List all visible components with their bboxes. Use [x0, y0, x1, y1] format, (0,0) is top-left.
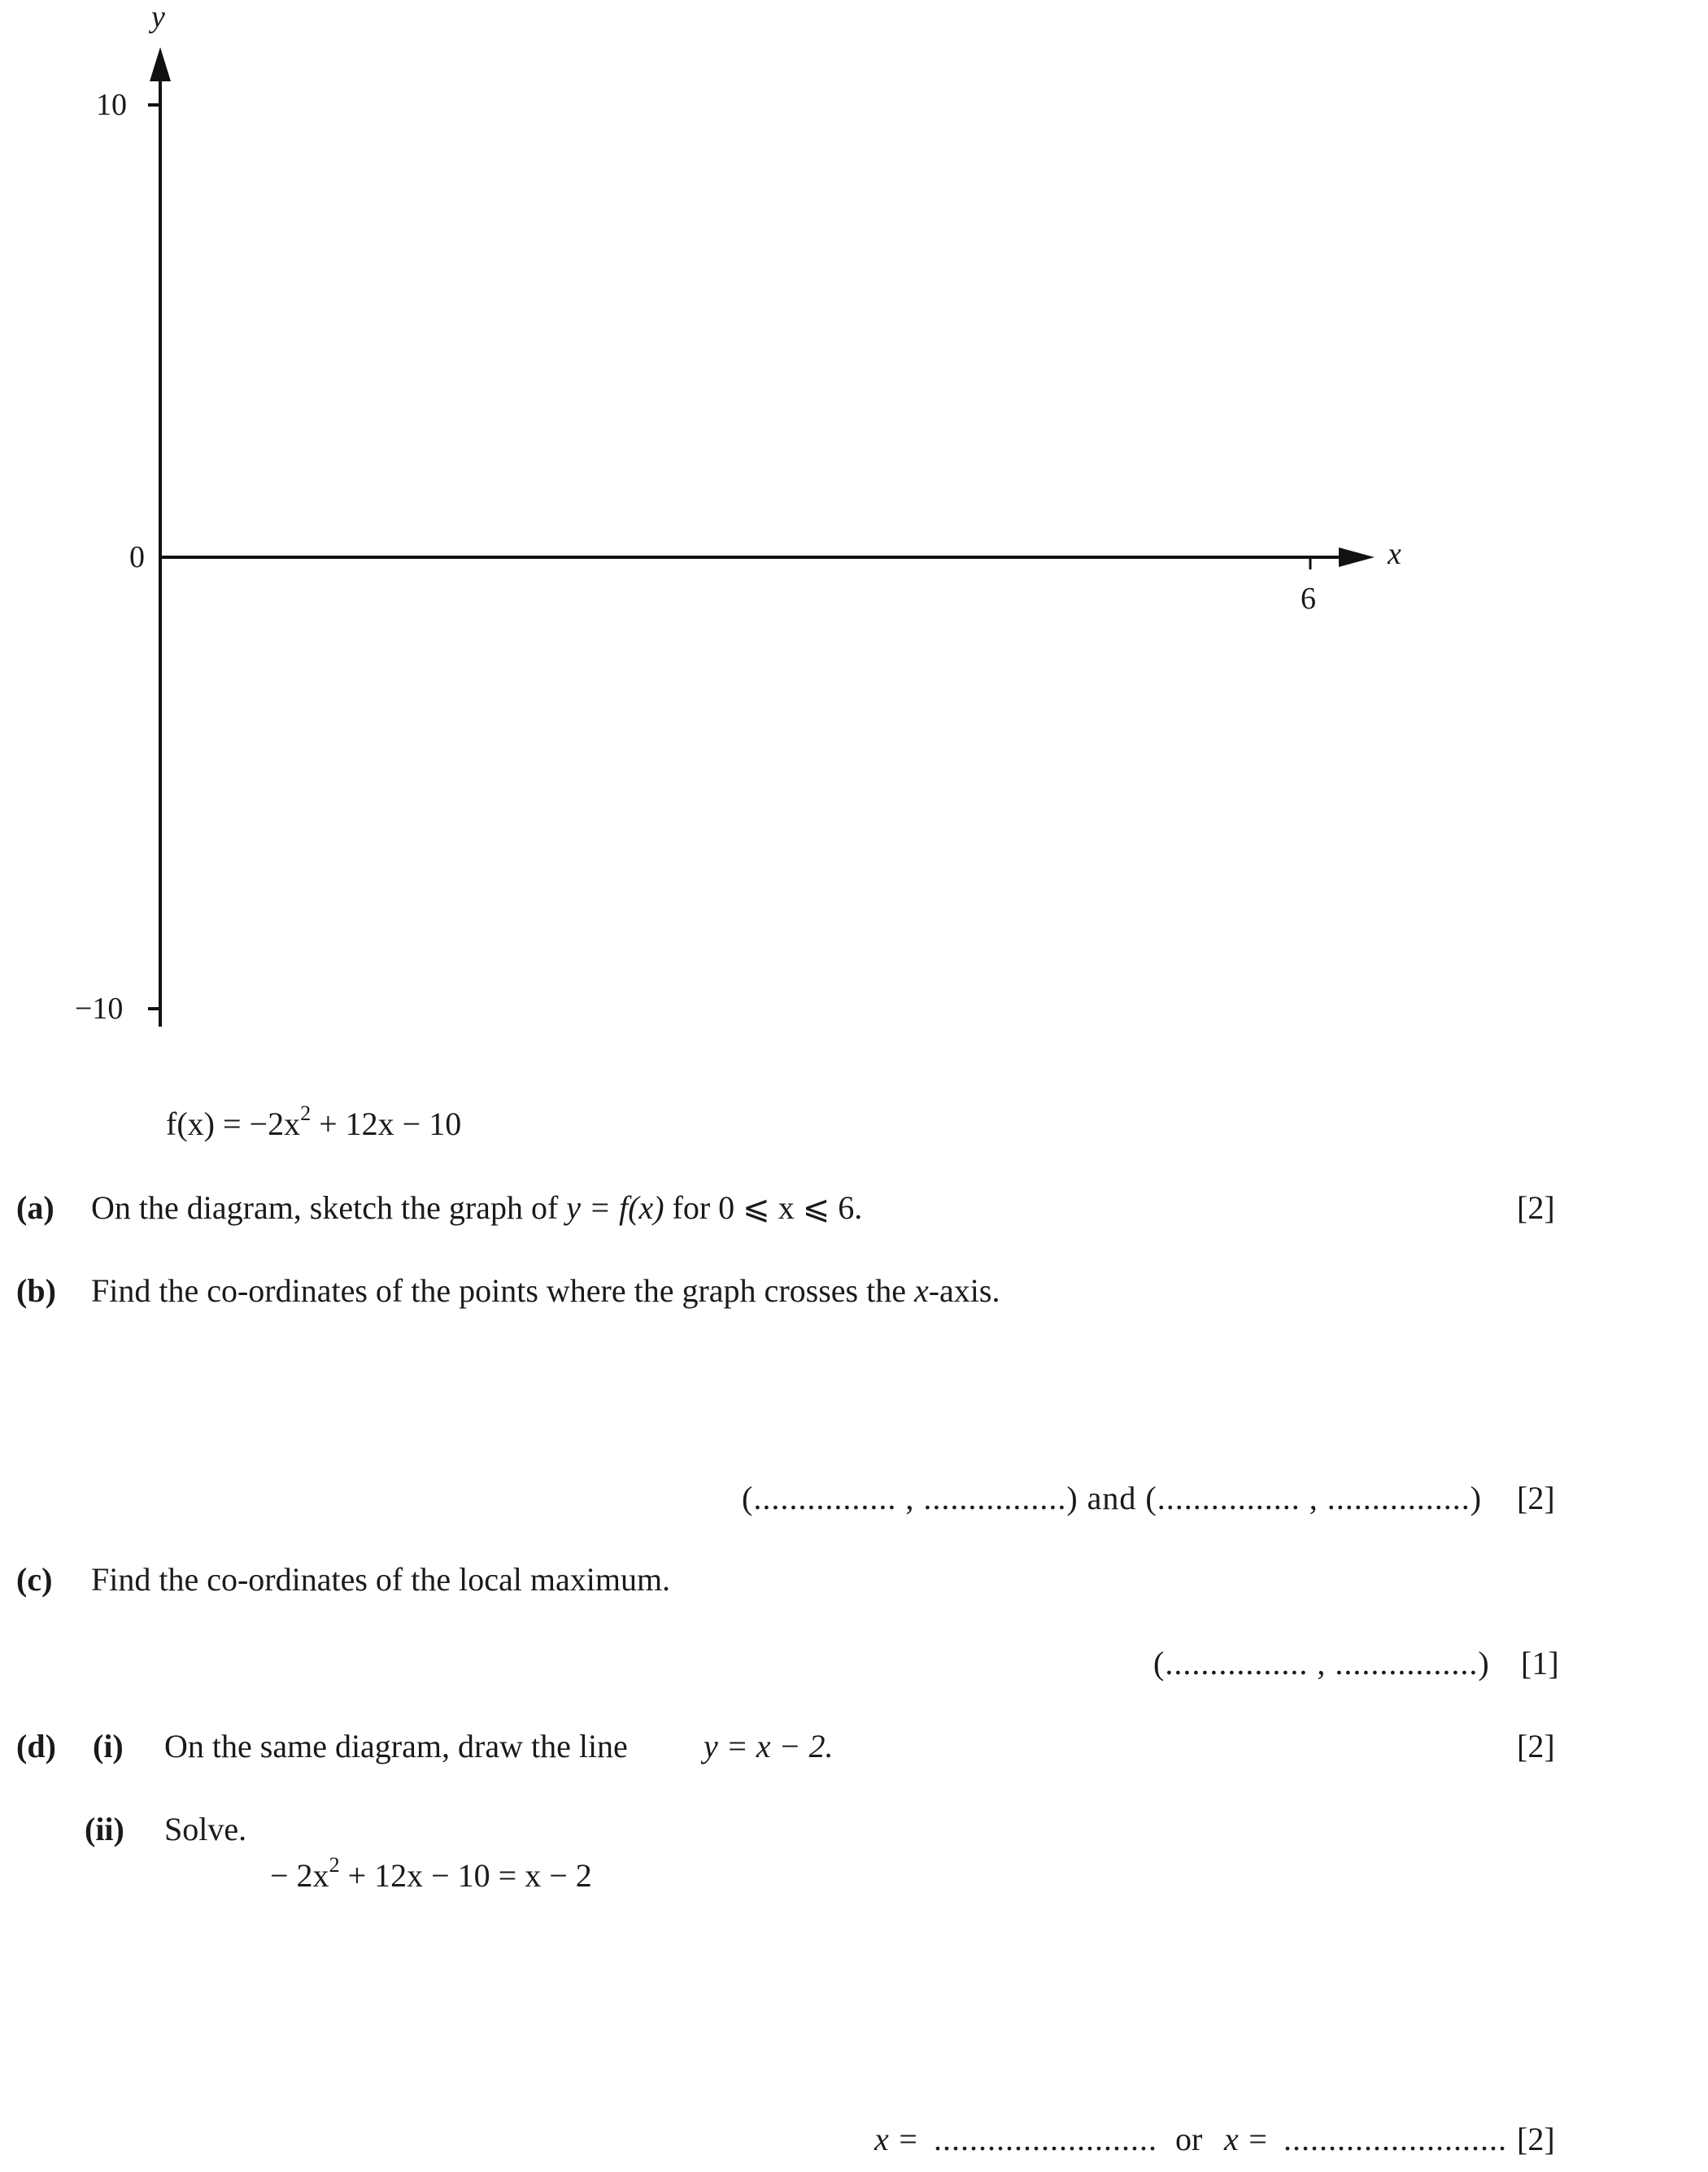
coordinate-axes: [0, 0, 1708, 1074]
part-a-marks: [2]: [1517, 1189, 1555, 1226]
part-b-text: Find the co-ordinates of the points where the graph crosses the: [91, 1272, 914, 1309]
part-d-i-marks: [2]: [1517, 1728, 1555, 1764]
answer-x1-label: x =: [874, 2121, 919, 2157]
x-tick-label-6: 6: [1301, 582, 1316, 616]
part-a-range: 0 ⩽ x ⩽ 6.: [718, 1189, 863, 1226]
part-d-ii-label: (ii): [85, 1811, 124, 1847]
part-d-i-text: On the same diagram, draw the line: [164, 1728, 628, 1764]
part-b-answer-line[interactable]: (................ , ................) and (................ , ................): [742, 1480, 1483, 1516]
answer-x2-label: x =: [1224, 2121, 1269, 2157]
part-d-label: (d): [16, 1728, 56, 1764]
function-definition: [166, 1101, 462, 1142]
x-axis-arrowhead: [1339, 547, 1375, 567]
answer-x2-field[interactable]: .........................: [1283, 2121, 1507, 2157]
part-b-label: (b): [16, 1272, 56, 1309]
part-c-marks: [1]: [1521, 1645, 1559, 1681]
y-tick-label-0: 0: [129, 540, 145, 574]
part-d-ii-marks: [2]: [1517, 2121, 1555, 2157]
y-axis-arrowhead: [150, 47, 171, 81]
part-a-question: [91, 1189, 863, 1226]
part-b-text-after: -axis.: [928, 1272, 1000, 1309]
equation-exponent: 2: [329, 1853, 340, 1877]
equation-part2: + 12x − 10 = x − 2: [339, 1857, 592, 1894]
part-b-marks: [2]: [1517, 1480, 1555, 1516]
part-b-question: [91, 1272, 1000, 1309]
part-d-i-math: y = x − 2.: [704, 1728, 834, 1764]
part-d-i-label: (i): [93, 1728, 124, 1764]
part-d-ii-equation: [270, 1853, 592, 1894]
function-expr-part2: + 12x − 10: [311, 1106, 462, 1142]
x-axis-label: x: [1388, 537, 1401, 571]
part-a-label: (a): [16, 1189, 54, 1226]
answer-x1-field[interactable]: .........................: [934, 2121, 1157, 2157]
part-a-text-mid: for: [664, 1189, 719, 1226]
function-exponent: 2: [300, 1101, 312, 1125]
part-d-ii-text: Solve.: [164, 1811, 247, 1847]
answer-or: or: [1175, 2121, 1203, 2157]
y-tick-label-10: 10: [96, 88, 127, 122]
y-axis-label: y: [151, 0, 165, 34]
part-b-var: x: [913, 1272, 929, 1309]
part-c-answer-line[interactable]: (................ , ................): [1153, 1645, 1490, 1681]
part-c-question: Find the co-ordinates of the local maximum.: [91, 1561, 671, 1598]
equation-part1: − 2x: [270, 1857, 329, 1894]
y-tick-label-minus-10: −10: [75, 992, 124, 1026]
part-a-text: On the diagram, sketch the graph of: [91, 1189, 567, 1226]
part-c-label: (c): [16, 1561, 53, 1598]
function-lhs: f(x) =: [166, 1106, 250, 1142]
function-expr-part1: −2x: [249, 1106, 301, 1142]
part-a-math: y = f(x): [566, 1189, 664, 1226]
